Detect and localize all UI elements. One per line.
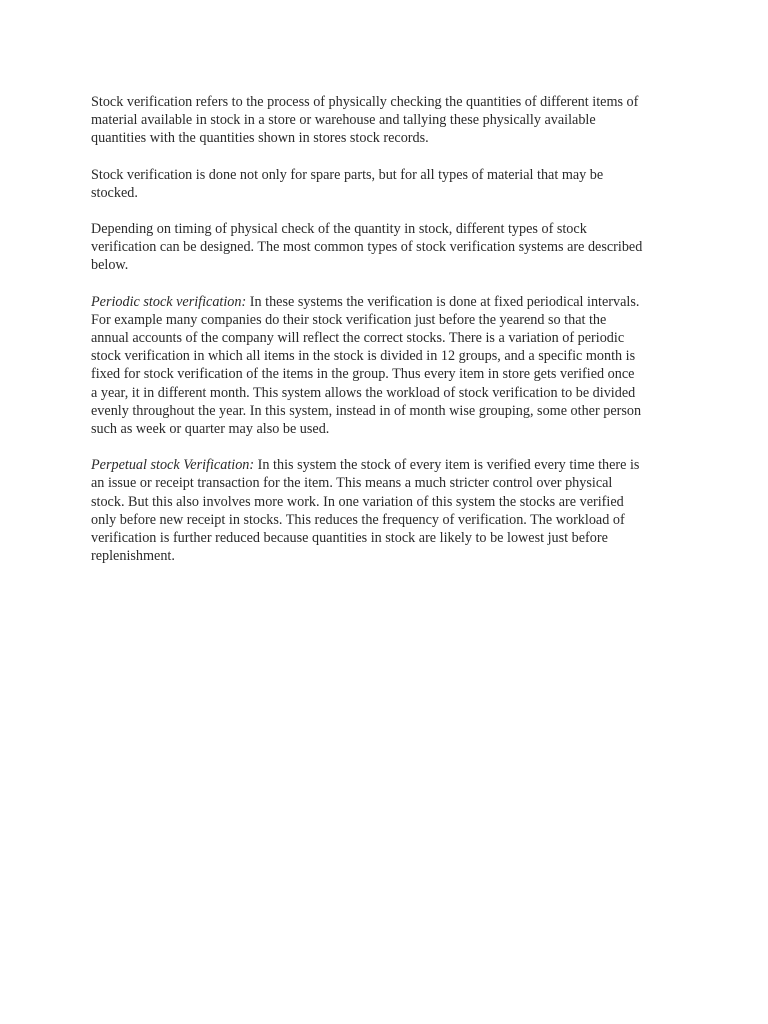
paragraph-line: stock verification in which all items in the stock is divided in 12 groups, and a specific month is xyxy=(91,348,636,365)
paragraph-line xyxy=(91,456,691,474)
paragraph-types-intro xyxy=(91,220,691,275)
document-body xyxy=(91,93,691,583)
paragraph-line: replenishment. xyxy=(91,548,175,565)
paragraph-line: an issue or receipt transaction for the item. This means a much stricter control over physical xyxy=(91,475,613,492)
paragraph-line: quantities with the quantities shown in stores stock records. xyxy=(91,130,429,147)
paragraph-line: verification is further reduced because quantities in stock are likely to be lowest just before xyxy=(91,530,608,547)
paragraph-periodic xyxy=(91,293,691,439)
paragraph-line: evenly throughout the year. In this system, instead in of month wise grouping, some other person xyxy=(91,402,642,419)
paragraph-line: stocked. xyxy=(91,184,138,201)
paragraph-line: a year, it in different month. This system allows the workload of stock verification to be divided xyxy=(91,384,636,401)
paragraph-line: verification can be designed. The most common types of stock verification systems are described xyxy=(91,239,643,256)
paragraph-line: Depending on timing of physical check of the quantity in stock, different types of stock xyxy=(91,221,587,238)
paragraph-line: Stock verification refers to the process of physically checking the quantities of different items of xyxy=(91,94,639,110)
perpetual-heading: Perpetual stock Verification: xyxy=(91,457,255,474)
paragraph-line: such as week or quarter may also be used. xyxy=(91,421,330,438)
paragraph-line: fixed for stock verification of the items in the group. Thus every item in store gets verified once xyxy=(91,366,635,383)
paragraph-scope xyxy=(91,166,691,202)
paragraph-line xyxy=(91,293,691,311)
paragraph-perpetual xyxy=(91,456,691,565)
perpetual-first-line: In this system the stock of every item is verified every time there is xyxy=(254,457,640,474)
paragraph-line: Stock verification is done not only for spare parts, but for all types of material that may be xyxy=(91,166,604,183)
paragraph-line: below. xyxy=(91,257,129,274)
paragraph-line: only before new receipt in stocks. This reduces the frequency of verification. The workload of xyxy=(91,511,625,528)
periodic-first-line: In these systems the verification is done at fixed periodical intervals. xyxy=(246,293,640,310)
paragraph-definition xyxy=(91,93,691,148)
paragraph-line: For example many companies do their stock verification just before the yearend so that the xyxy=(91,311,607,328)
periodic-heading: Periodic stock verification: xyxy=(91,293,247,310)
paragraph-line: stock. But this also involves more work. In one variation of this system the stocks are verified xyxy=(91,493,624,510)
paragraph-line: annual accounts of the company will reflect the correct stocks. There is a variation of periodic xyxy=(91,330,625,347)
paragraph-line: material available in stock in a store or warehouse and tallying these physically available xyxy=(91,112,596,129)
